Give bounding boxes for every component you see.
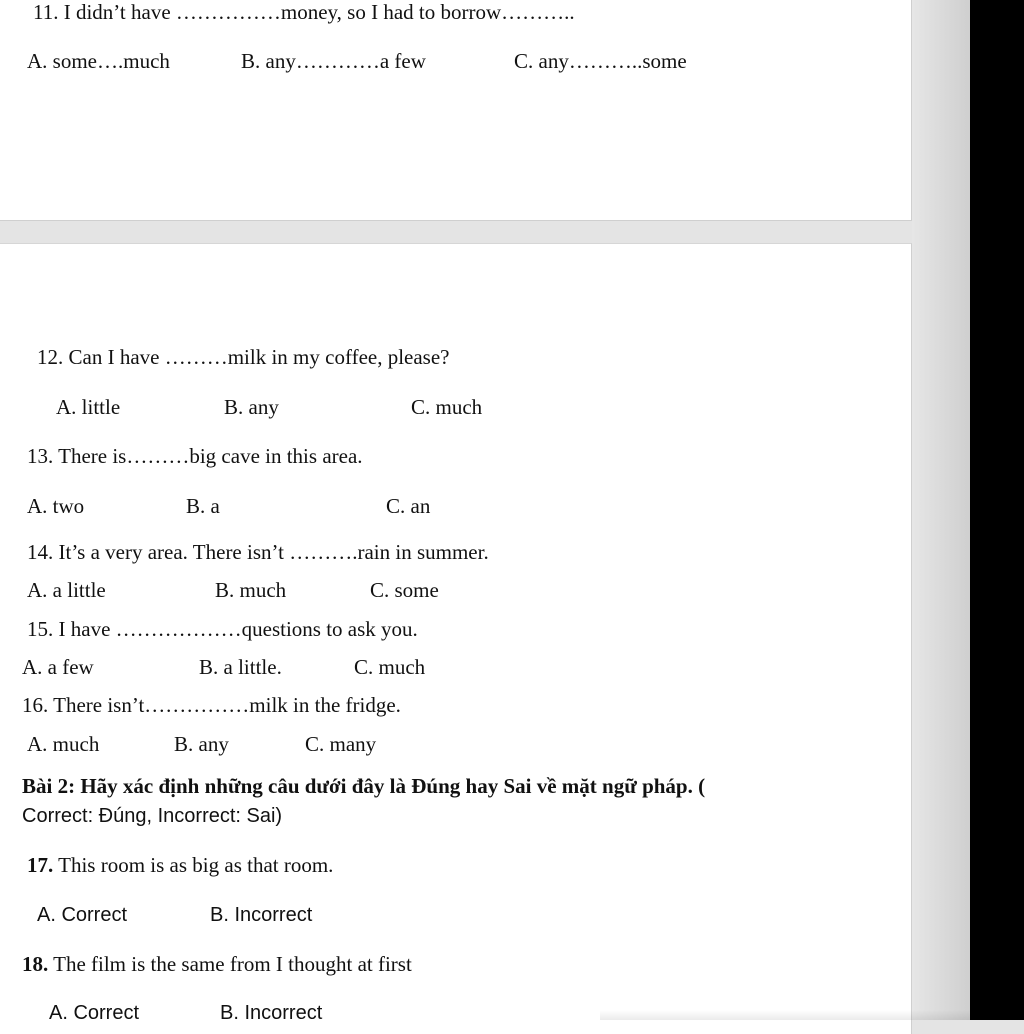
question-12-option-c: C. much [411, 395, 483, 419]
question-17-text: This room is as big as that room. [58, 853, 334, 877]
question-14-option-c: C. some [370, 578, 439, 602]
question-13-option-b: B. a [186, 494, 220, 518]
question-14-option-b: B. much [215, 578, 287, 602]
question-18 [22, 952, 412, 976]
viewer-background [912, 0, 970, 1020]
question-16-option-b: B. any [174, 732, 229, 756]
window-edge [970, 0, 1024, 1020]
question-11-option-b: B. any…………a few [241, 49, 426, 73]
question-18-number: 18. [22, 952, 49, 976]
question-11-option-c: C. any………..some [514, 49, 687, 73]
question-17-option-a: A. Correct [37, 904, 128, 926]
question-13-option-c: C. an [386, 494, 431, 518]
question-17 [27, 853, 333, 877]
question-16-text: 16. There isn’t……………milk in the fridge. [22, 693, 401, 717]
question-15-text: 15. I have ………………questions to ask you. [27, 617, 418, 641]
question-17-number: 17. [27, 853, 54, 877]
question-12-option-a: A. little [56, 395, 121, 419]
section-2-heading: Bài 2: Hãy xác định những câu dưới đây là Đúng hay Sai về mặt ngữ pháp. ( [22, 774, 706, 798]
page-shadow [600, 1010, 970, 1020]
section-2-subheading: Correct: Đúng, Incorrect: Sai) [22, 805, 283, 827]
document-page-1 [0, 0, 912, 221]
question-16-option-c: C. many [305, 732, 377, 756]
question-18-option-b: B. Incorrect [220, 1002, 323, 1024]
question-13-text: 13. There is………big cave in this area. [27, 444, 363, 468]
question-13-option-a: A. two [27, 494, 85, 518]
question-18-text: The film is the same from I thought at first [53, 952, 412, 976]
question-11-text: 11. I didn’t have ……………money, so I had to borrow……….. [33, 0, 575, 24]
question-12-text: 12. Can I have ………milk in my coffee, please? [37, 345, 450, 369]
question-14-text: 14. It’s a very area. There isn’t ……….rain in summer. [27, 540, 489, 564]
question-18-option-a: A. Correct [49, 1002, 140, 1024]
question-15-option-c: C. much [354, 655, 426, 679]
question-16-option-a: A. much [27, 732, 100, 756]
question-15-option-a: A. a few [22, 655, 94, 679]
document-page-2 [0, 243, 912, 1034]
question-15-option-b: B. a little. [199, 655, 282, 679]
question-12-option-b: B. any [224, 395, 279, 419]
question-14-option-a: A. a little [27, 578, 106, 602]
question-17-option-b: B. Incorrect [210, 904, 313, 926]
question-11-option-a: A. some….much [27, 49, 170, 73]
